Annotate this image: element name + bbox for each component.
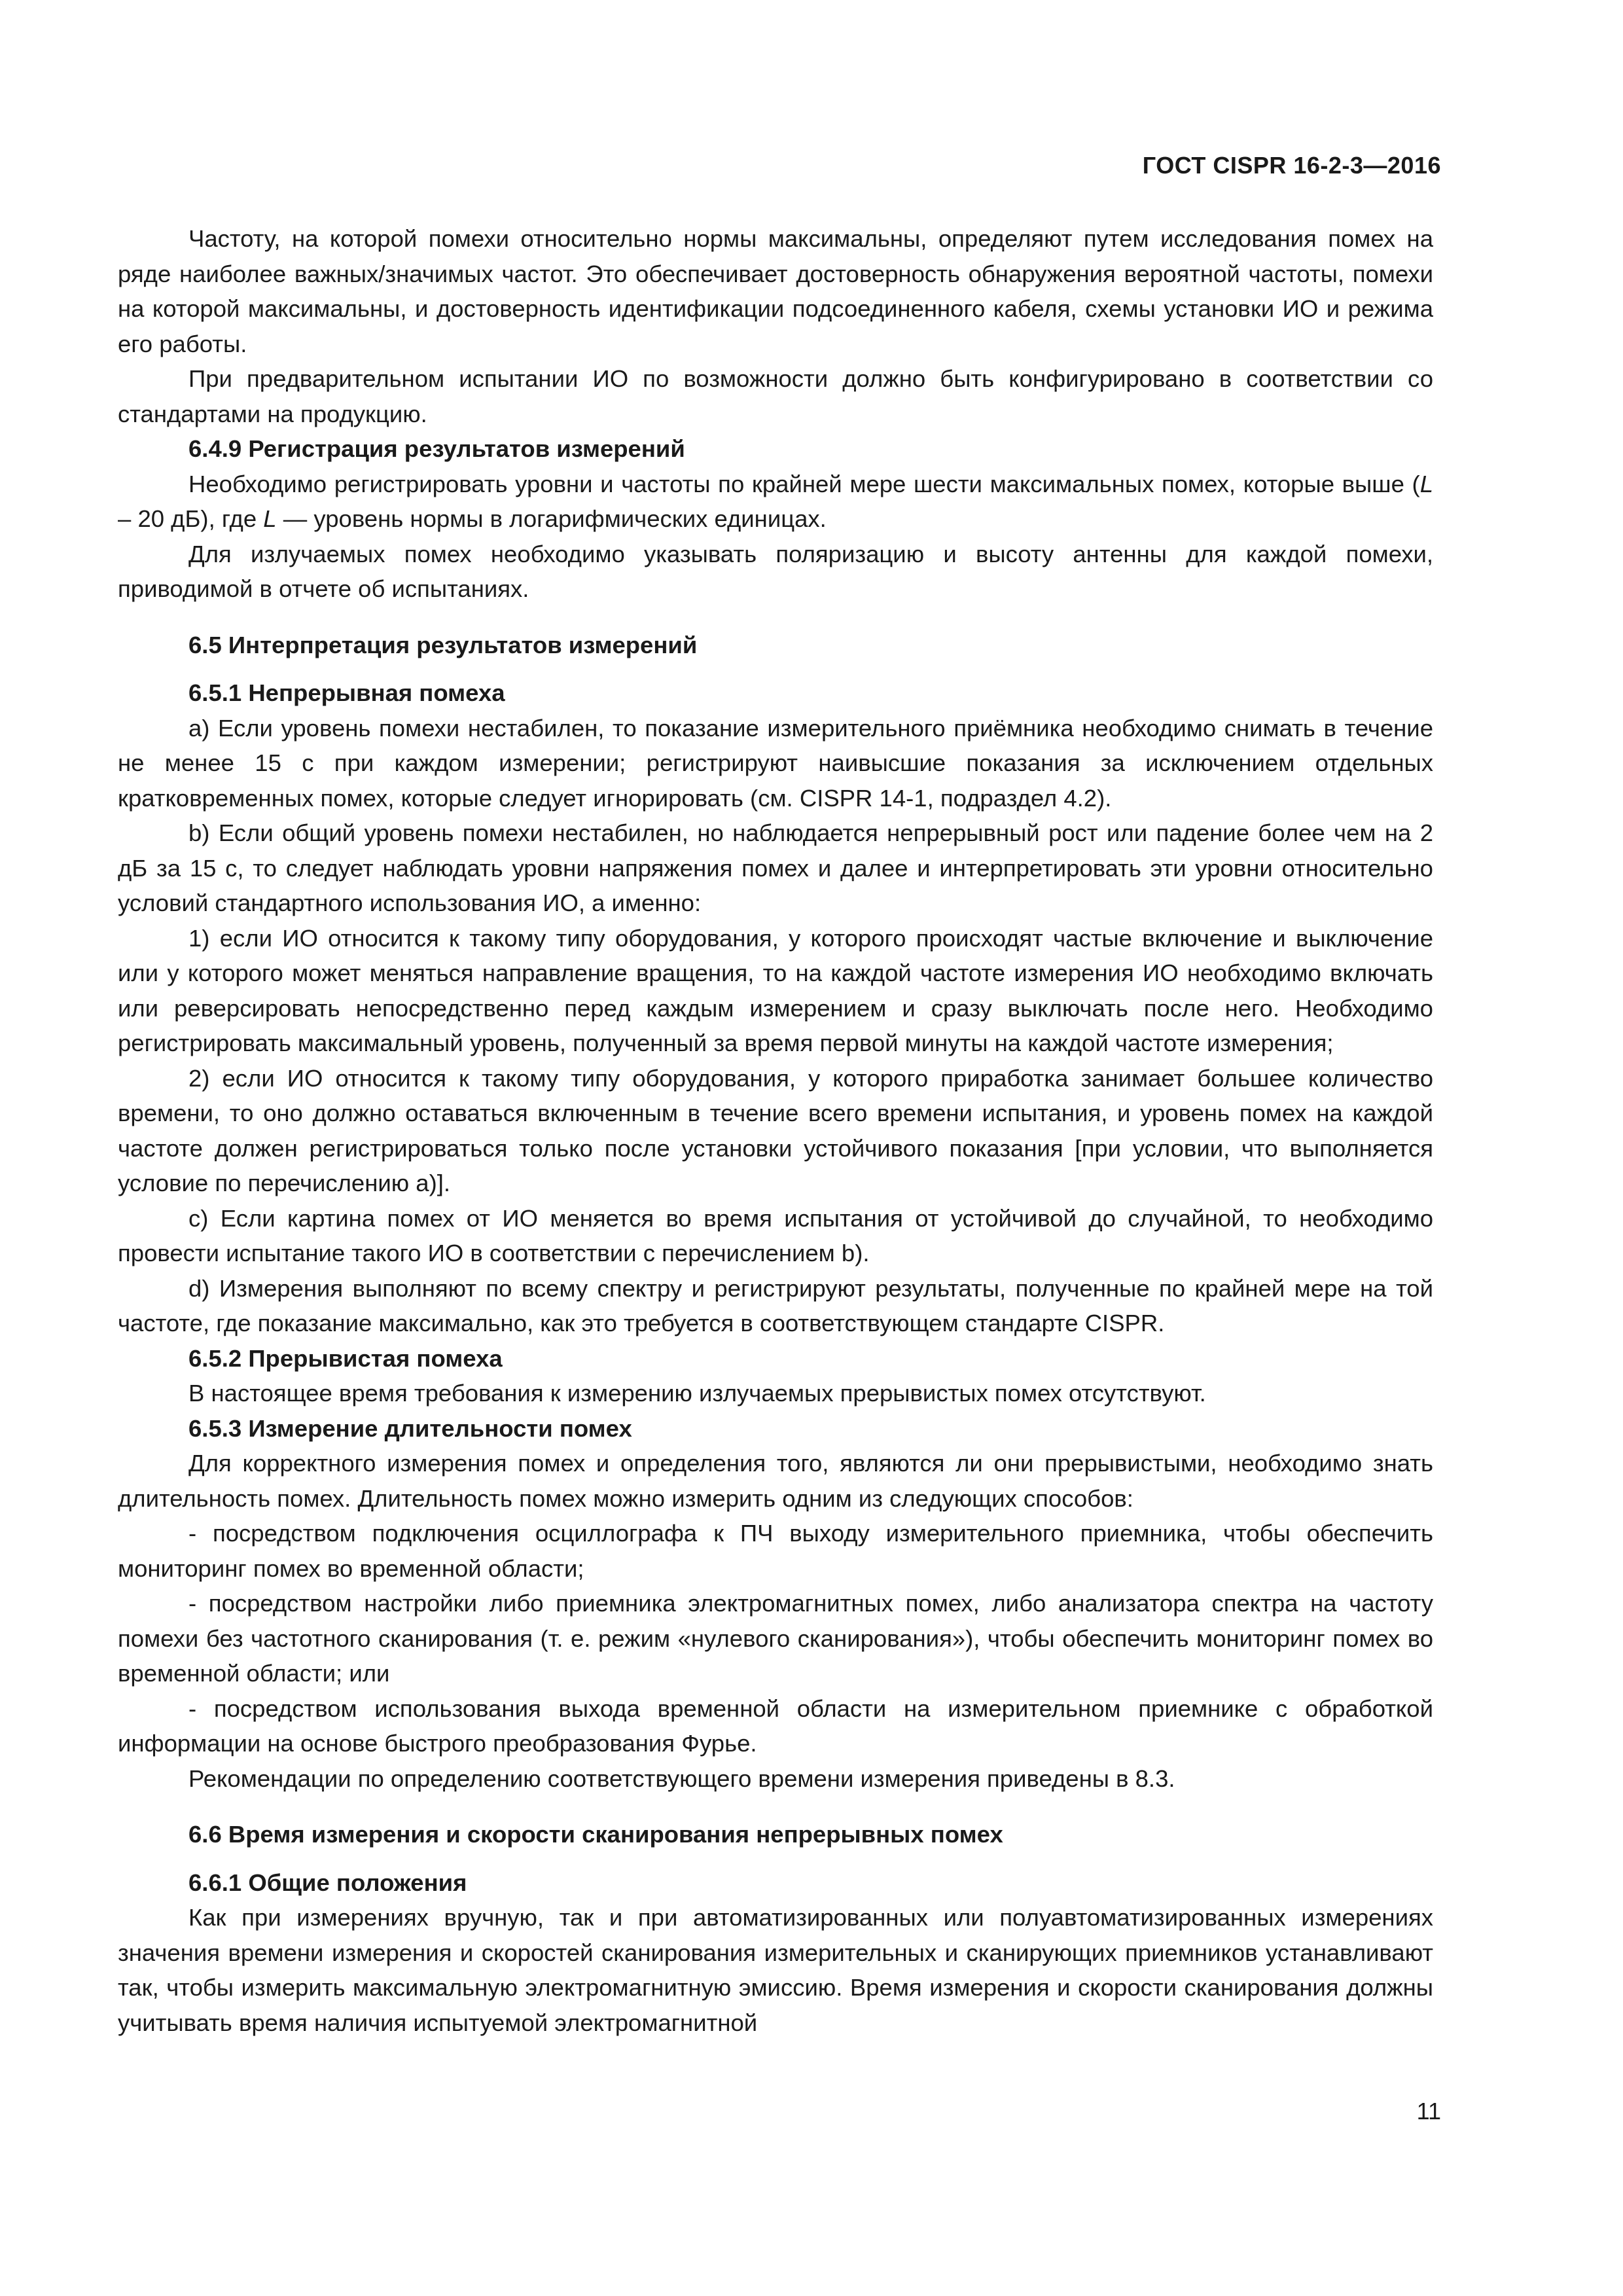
paragraph: Частоту, на которой помехи относительно нормы максимальны, определяют путем исследования помех на ряде наиболее важных/значимых частот. Это обеспечивает достоверность обнаружения вероятной частоты, помехи на которой максимальны, и достоверность идентификации подсоединенного кабеля, схемы установки ИО и режима его работы. xyxy=(118,225,1433,357)
page-body xyxy=(118,221,1433,2040)
paragraph: Рекомендации по определению соответствующего времени измерения приведены в 8.3. xyxy=(188,1765,1175,1792)
section-heading-6-4-9: 6.4.9 Регистрация результатов измерений xyxy=(188,435,685,462)
list-item: - посредством использования выхода временной области на измерительном приемнике с обработкой информации на основе быстрого преобразования Фурье. xyxy=(118,1695,1433,1757)
paragraph: Для излучаемых помех необходимо указывать поляризацию и высоту антенны для каждой помехи, приводимой в отчете об испытаниях. xyxy=(118,540,1433,602)
list-item: - посредством подключения осциллографа к ПЧ выходу измерительного приемника, чтобы обеспечить мониторинг помех во временной области; xyxy=(118,1520,1433,1582)
document-code-header: ГОСТ CISPR 16-2-3—2016 xyxy=(1142,152,1441,179)
page-number: 11 xyxy=(1416,2098,1441,2125)
section-heading-6-5-2: 6.5.2 Прерывистая помеха xyxy=(188,1344,503,1372)
list-item: a) Если уровень помехи нестабилен, то показание измерительного приёмника необходимо снимать в течение не менее 15 с при каждом измерении; регистрируют наивысшие показания за исключением отдельных кратковременных помех, которые следует игнорировать (см. CISPR 14-1, подраздел 4.2). xyxy=(118,714,1433,812)
section-heading-6-5-3: 6.5.3 Измерение длительности помех xyxy=(188,1414,632,1442)
paragraph: При предварительном испытании ИО по возможности должно быть конфигурировано в соответствии со стандартами на продукцию. xyxy=(118,365,1433,427)
norm-symbol: L xyxy=(1419,470,1433,497)
paragraph-text: Необходимо регистрировать уровни и частоты по крайней мере шести максимальных помех, которые выше ( xyxy=(188,470,1420,497)
list-item: 2) если ИО относится к такому типу оборудования, у которого приработка занимает большее количество времени, то оно должно оставаться включенным в течение всего времени испытания, и уровень помех на каждой частоте должен регистрироваться только после установки устойчивого показания [при условии, что выполняется условие по перечислению a)]. xyxy=(118,1064,1433,1196)
section-heading-6-5-1: 6.5.1 Непрерывная помеха xyxy=(188,679,505,706)
list-item: - посредством настройки либо приемника электромагнитных помех, либо анализатора спектра на частоту помехи без частотного сканирования (т. е. режим «нулевого сканирования»), чтобы обеспечить мониторинг помех во временной области; или xyxy=(118,1590,1433,1687)
list-item: 1) если ИО относится к такому типу оборудования, у которого происходят частые включение и выключение или у которого может меняться направление вращения, то на каждой частоте измерения ИО необходимо включать или реверсировать непосредственно перед каждым измерением и сразу выключать после него. Необходимо регистрировать максимальный уровень, полученный за время первой минуты на каждой частоте измерения; xyxy=(118,924,1433,1056)
paragraph: Для корректного измерения помех и определения того, являются ли они прерывистыми, необходимо знать длительность помех. Длительность помех можно измерить одним из следующих способов: xyxy=(118,1450,1433,1512)
paragraph xyxy=(118,467,1433,537)
section-heading-6-6-1: 6.6.1 Общие положения xyxy=(188,1869,467,1896)
section-heading-6-5: 6.5 Интерпретация результатов измерений xyxy=(188,631,698,658)
paragraph-text: – 20 дБ), где xyxy=(118,505,264,532)
list-item: d) Измерения выполняют по всему спектру и регистрируют результаты, полученные по крайней мере на той частоте, где показание максимально, как это требуется в соответствующем стандарте CISPR. xyxy=(118,1274,1433,1336)
list-item: b) Если общий уровень помехи нестабилен, но наблюдается непрерывный рост или падение более чем на 2 дБ за 15 с, то следует наблюдать уровни напряжения помех и далее и интерпретировать эти уровни относительно условий стандартного использования ИО, а именно: xyxy=(118,819,1433,916)
list-item: c) Если картина помех от ИО меняется во время испытания от устойчивой до случайной, то необходимо провести испытание такого ИО в соответствии с перечислением b). xyxy=(118,1204,1433,1266)
section-heading-6-6: 6.6 Время измерения и скорости сканирования непрерывных помех xyxy=(188,1821,1003,1848)
paragraph-text: — уровень нормы в логарифмических единицах. xyxy=(276,505,827,532)
paragraph: В настоящее время требования к измерению излучаемых прерывистых помех отсутствуют. xyxy=(188,1380,1206,1407)
paragraph: Как при измерениях вручную, так и при автоматизированных или полуавтоматизированных измерениях значения времени измерения и скоростей сканирования измерительных и сканирующих приемников устанавливают так, чтобы измерить максимальную электромагнитную эмиссию. Время измерения и скорости сканирования должны учитывать время наличия испытуемой электромагнитной xyxy=(118,1904,1433,2036)
norm-symbol: L xyxy=(263,505,277,532)
